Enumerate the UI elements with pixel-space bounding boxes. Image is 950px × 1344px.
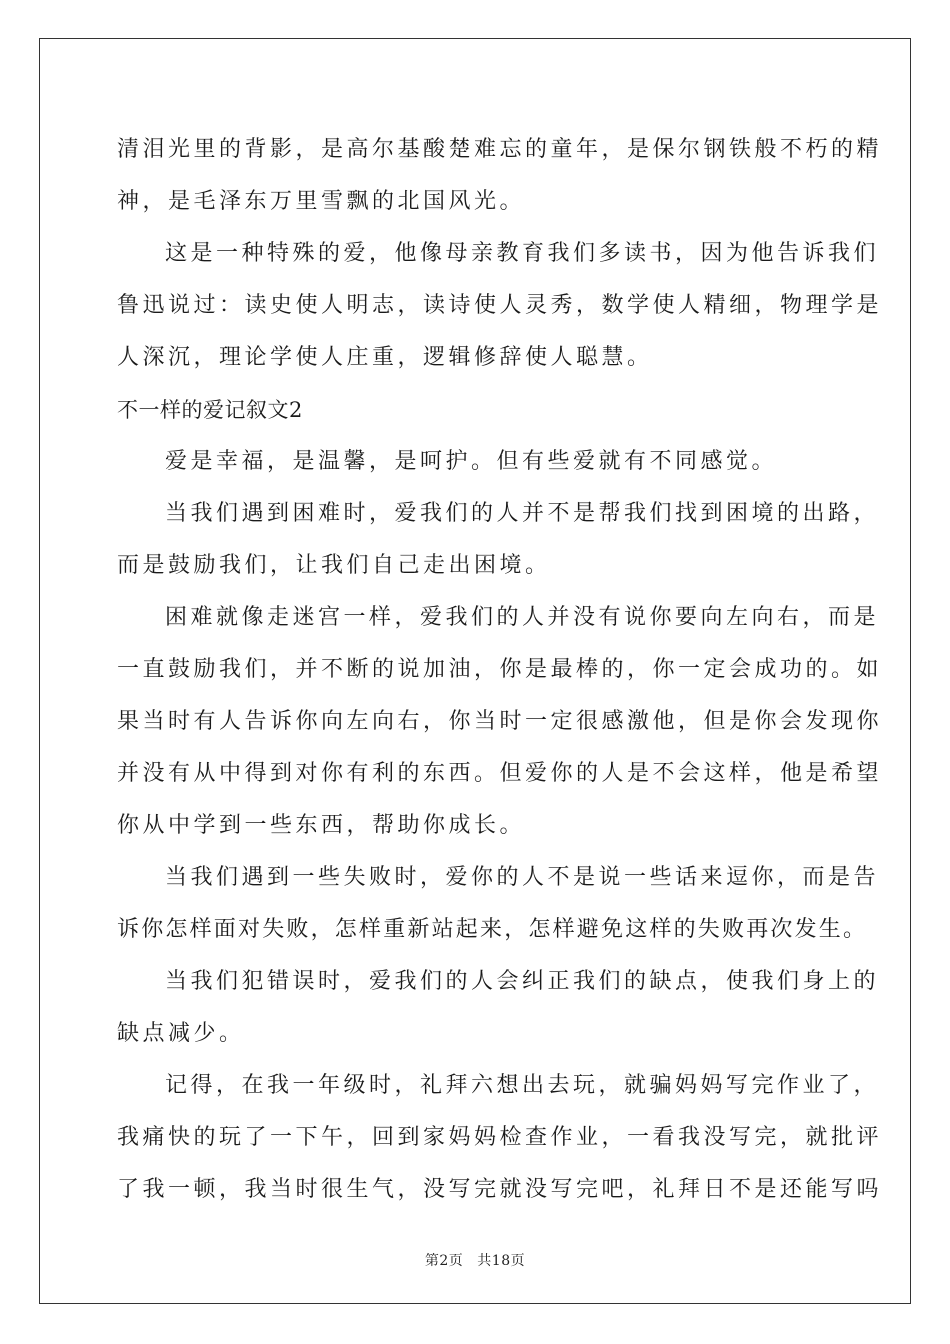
- text-line: 果当时有人告诉你向左向右，你当时一定很感激他，但是你会发现你: [117, 709, 883, 734]
- text-line: 我痛快的玩了一下午，回到家妈妈检查作业，一看我没写完，就批评: [117, 1125, 883, 1150]
- paragraph-start-line: 困难就像走迷宫一样，爱我们的人并没有说你要向左向右，而是: [165, 605, 880, 630]
- text-line: 一直鼓励我们，并不断的说加油，你是最棒的，你一定会成功的。如: [117, 657, 883, 682]
- document-body: [117, 124, 883, 1216]
- text-line: 了我一顿，我当时很生气，没写完就没写完吧，礼拜日不是还能写吗: [117, 1177, 883, 1202]
- page-number-total: 共18页: [477, 1253, 526, 1269]
- page-footer: [0, 1250, 950, 1270]
- text-line: 缺点减少。: [117, 1021, 245, 1046]
- text-line: 清泪光里的背影，是高尔基酸楚难忘的童年，是保尔钢铁般不朽的精: [117, 137, 883, 162]
- paragraph-start-line: 当我们犯错误时，爱我们的人会纠正我们的缺点，使我们身上的: [165, 969, 880, 994]
- paragraph-start-line: 记得，在我一年级时，礼拜六想出去玩，就骗妈妈写完作业了，: [165, 1073, 880, 1098]
- paragraph-start-line: 爱是幸福，是温馨，是呵护。但有些爱就有不同感觉。: [165, 449, 778, 474]
- paragraph-start-line: 当我们遇到一些失败时，爱你的人不是说一些话来逗你，而是告: [165, 865, 880, 890]
- text-line: 神，是毛泽东万里雪飘的北国风光。: [117, 189, 526, 214]
- text-line: 而是鼓励我们，让我们自己走出困境。: [117, 553, 551, 578]
- text-line: 鲁迅说过：读史使人明志，读诗使人灵秀，数学使人精细，物理学是: [117, 293, 883, 318]
- paragraph-start-line: 这是一种特殊的爱，他像母亲教育我们多读书，因为他告诉我们: [165, 241, 880, 266]
- text-line: 你从中学到一些东西，帮助你成长。: [117, 813, 526, 838]
- section-heading: 不一样的爱记叙文2: [117, 398, 303, 422]
- text-line: 并没有从中得到对你有利的东西。但爱你的人是不会这样，他是希望: [117, 761, 883, 786]
- text-line: 诉你怎样面对失败，怎样重新站起来，怎样避免这样的失败再次发生。: [117, 917, 868, 942]
- text-line: 人深沉，理论学使人庄重，逻辑修辞使人聪慧。: [117, 345, 653, 370]
- paragraph-start-line: 当我们遇到困难时，爱我们的人并不是帮我们找到困境的出路，: [165, 501, 880, 526]
- page-number-current: 第2页: [424, 1253, 464, 1269]
